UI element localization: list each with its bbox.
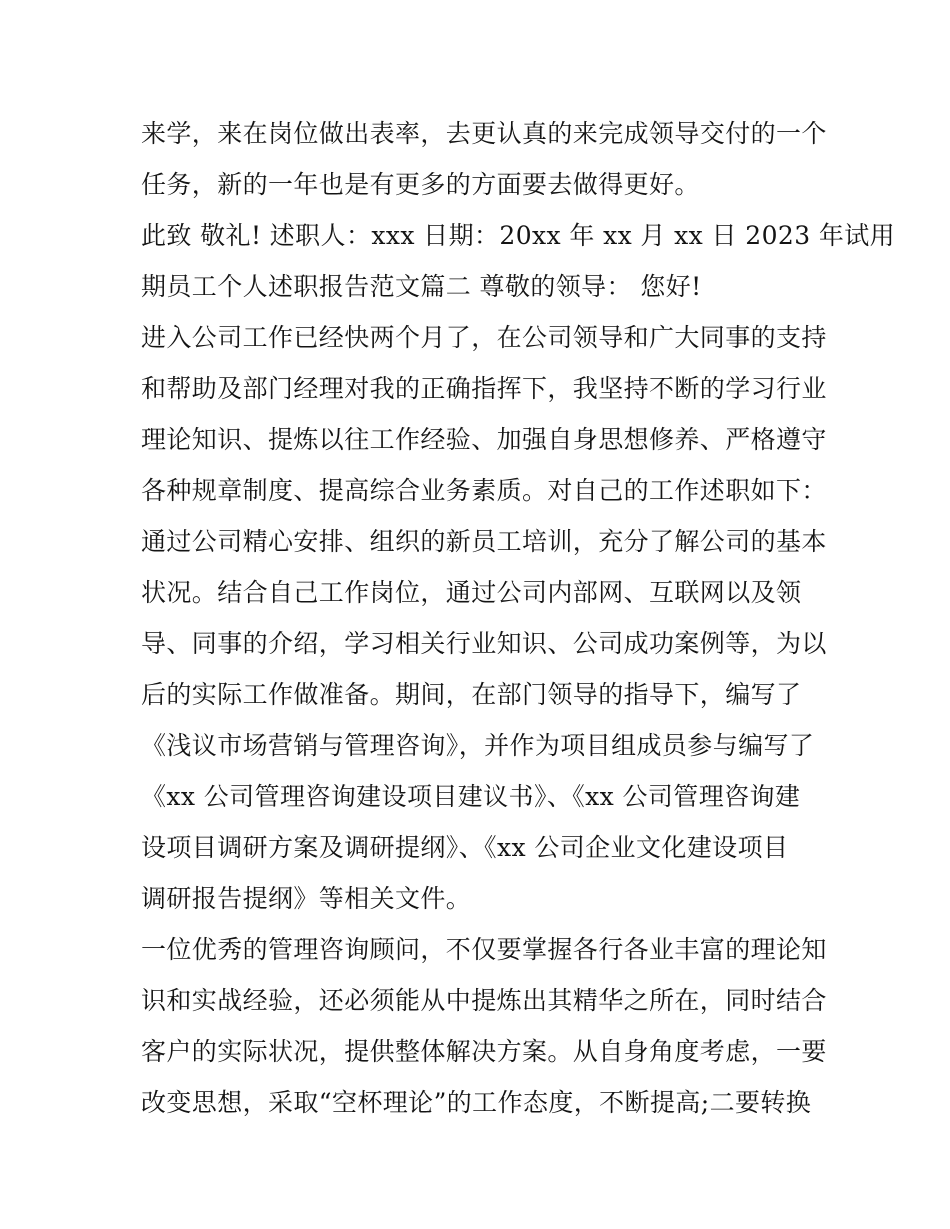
document-body xyxy=(141,108,896,1128)
text-line: 《浅议市场营销与管理咨询》，并作为项目组成员参与编写了 xyxy=(141,731,815,760)
text-line: 此致 敬礼! 述职人：xxx 日期：20xx 年 xx 月 xx 日 2023 年试用 xyxy=(141,221,896,250)
text-line: 调研报告提纲》等相关文件。 xyxy=(141,884,472,913)
text-line: 导、同事的介绍，学习相关行业知识、公司成功案例等，为以 xyxy=(141,629,827,658)
text-line: 通过公司精心安排、组织的新员工培训，充分了解公司的基本 xyxy=(141,527,827,556)
text-line: 理论知识、提炼以往工作经验、加强自身思想修养、严格遵守 xyxy=(141,425,827,454)
text-line: 来学，来在岗位做出表率，去更认真的来完成领导交付的一个 xyxy=(141,119,827,148)
text-line: 状况。结合自己工作岗位，通过公司内部网、互联网以及领 xyxy=(141,578,802,607)
text-line: 改变思想，采取“空杯理论”的工作态度，不断提高;二要转换 xyxy=(141,1088,812,1117)
text-line: 识和实战经验，还必须能从中提炼出其精华之所在，同时结合 xyxy=(141,986,827,1015)
text-line: 后的实际工作做准备。期间，在部门领导的指导下，编写了 xyxy=(141,680,802,709)
text-line: 各种规章制度、提高综合业务素质。对自己的工作述职如下： xyxy=(141,476,827,505)
text-line: 进入公司工作已经快两个月了，在公司领导和广大同事的支持 xyxy=(141,323,827,352)
text-line: 和帮助及部门经理对我的正确指挥下，我坚持不断的学习行业 xyxy=(141,374,827,403)
text-line: 任务，新的一年也是有更多的方面要去做得更好。 xyxy=(141,170,700,199)
text-line: 设项目调研方案及调研提纲》、《xx 公司企业文化建设项目 xyxy=(141,833,789,862)
text-line: 客户的实际状况，提供整体解决方案。从自身角度考虑，一要 xyxy=(141,1037,827,1066)
text-line: 《xx 公司管理咨询建设项目建议书》、《xx 公司管理咨询建 xyxy=(141,782,801,811)
text-line: 一位优秀的管理咨询顾问，不仅要掌握各行各业丰富的理论知 xyxy=(141,935,827,964)
text-line: 期员工个人述职报告范文篇二 尊敬的领导： 您好! xyxy=(141,272,702,301)
